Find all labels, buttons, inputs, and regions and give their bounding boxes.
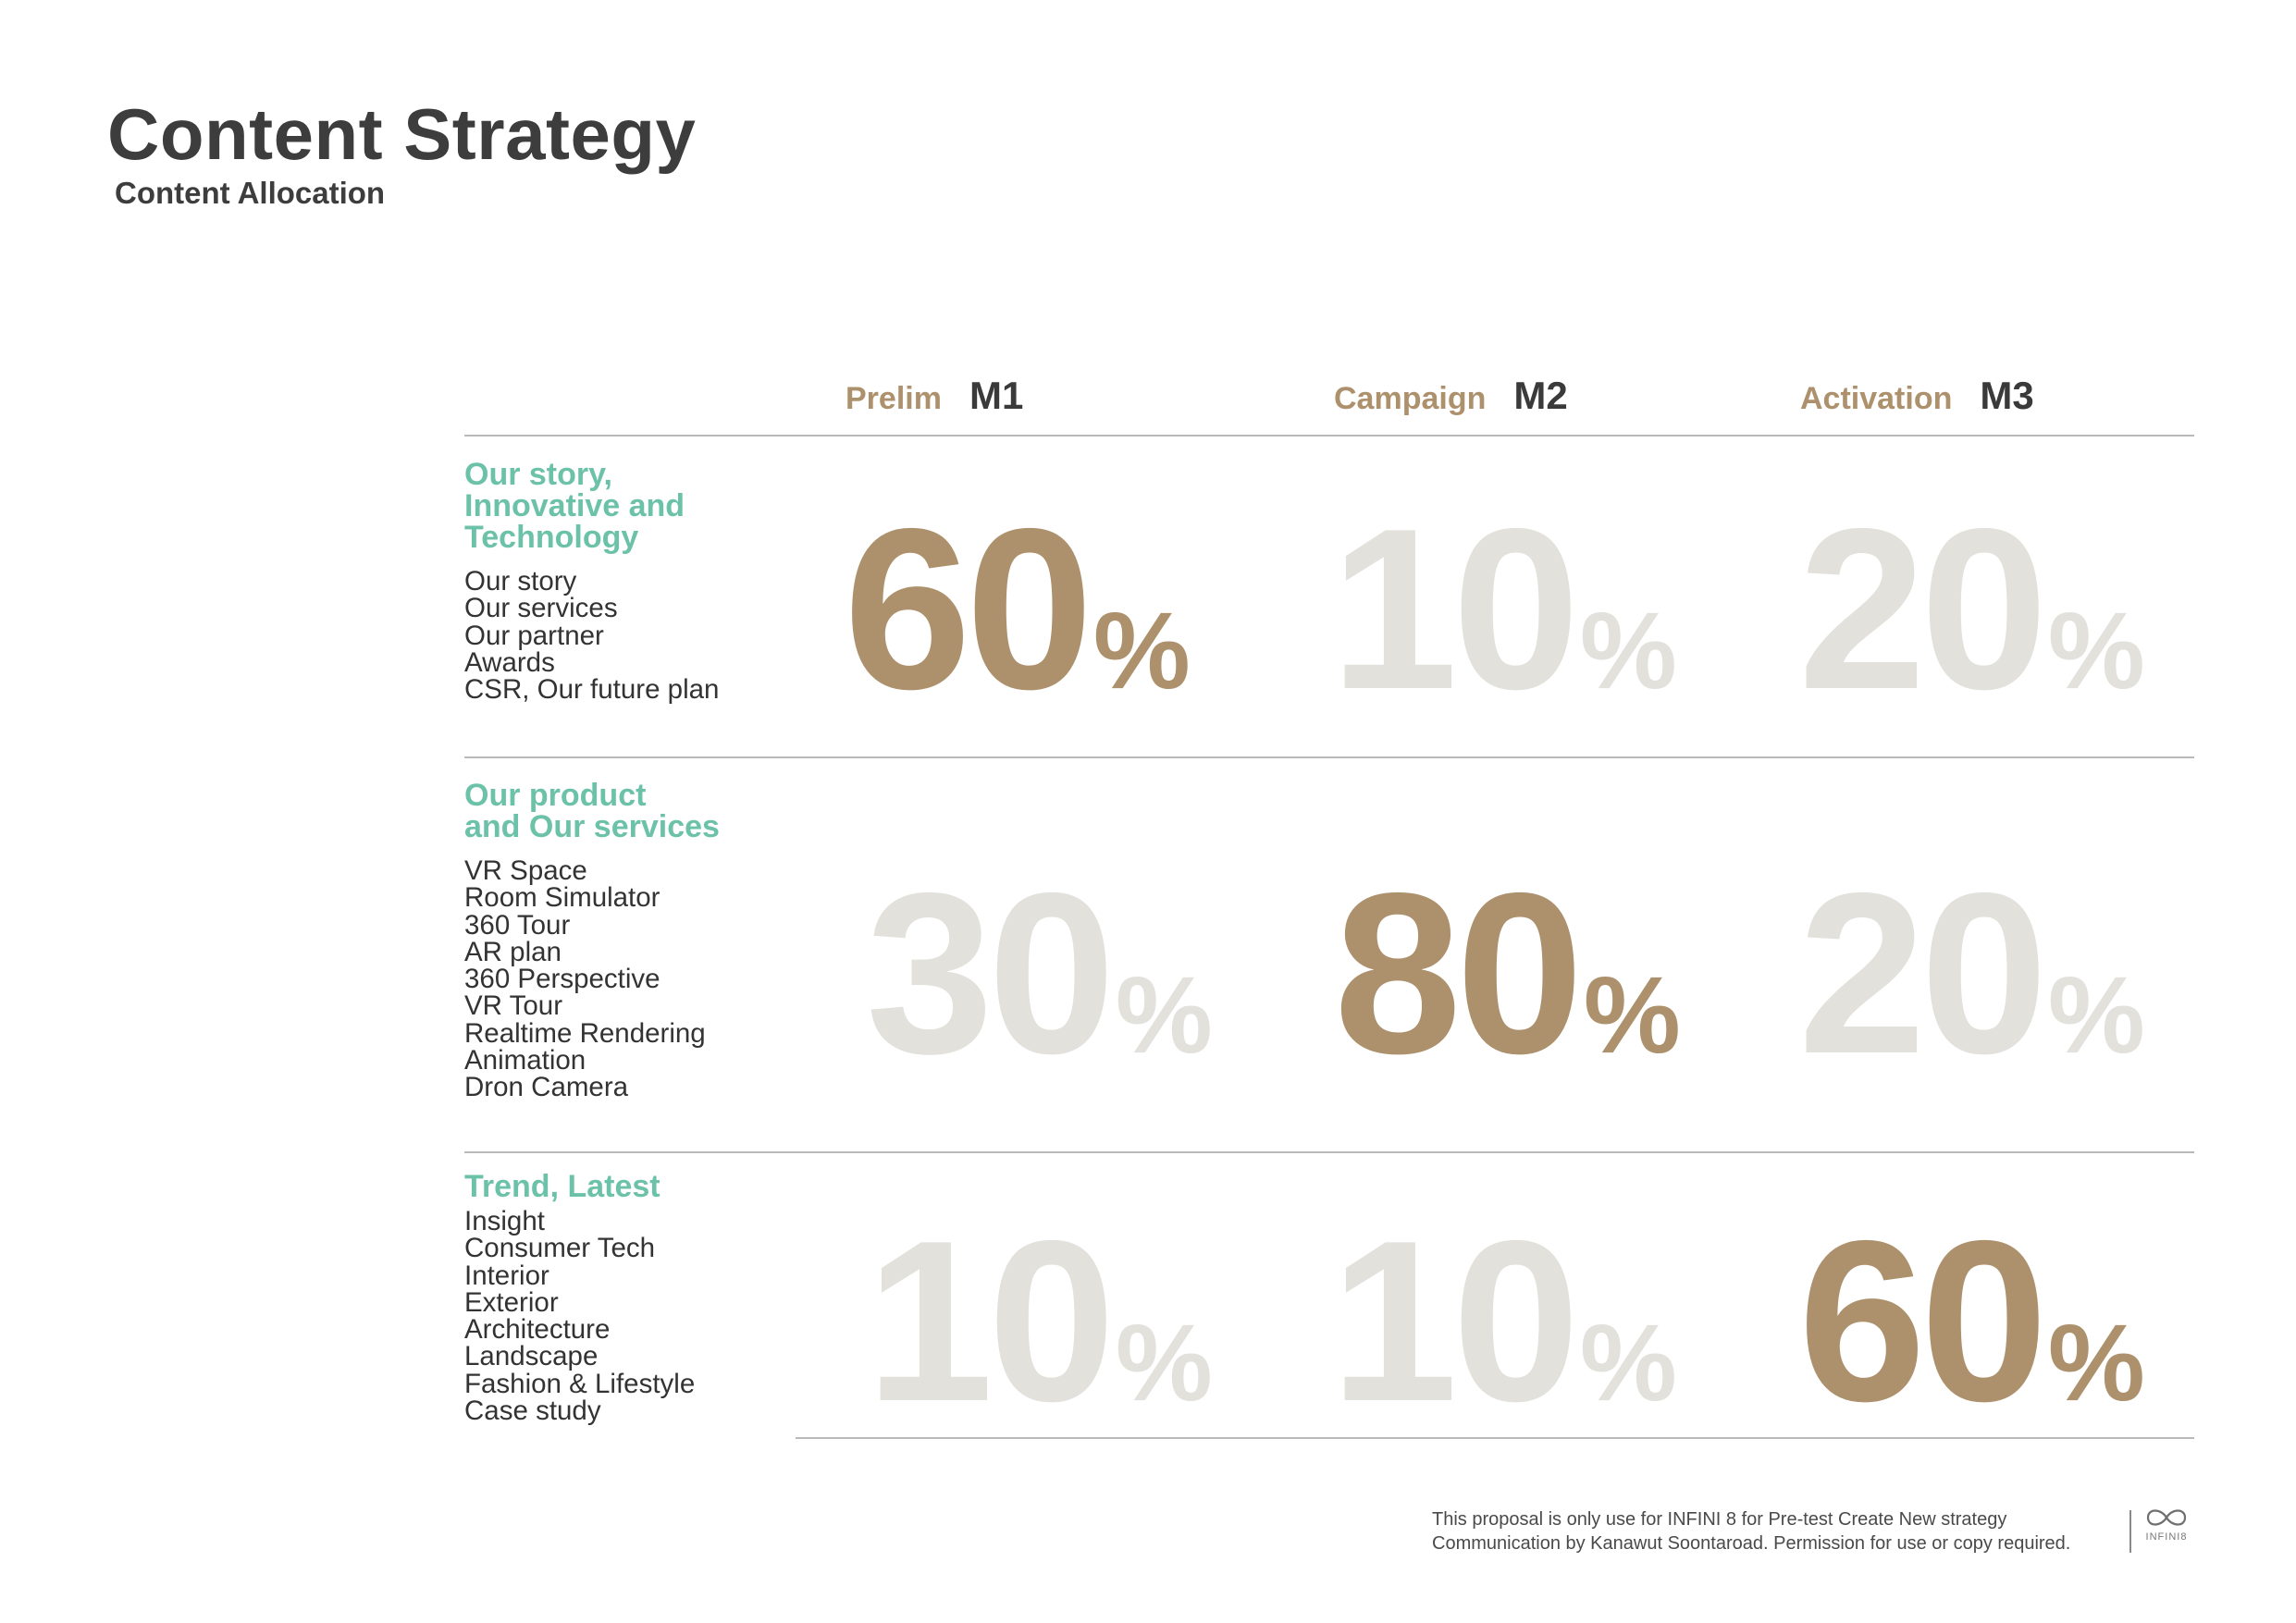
- percent-story-m1: 60%: [844, 480, 1191, 737]
- list-item: Fashion & Lifestyle: [464, 1368, 696, 1399]
- percent-product-m2: 80%: [1334, 844, 1681, 1101]
- category-item-list: [464, 1206, 834, 1427]
- divider-row-1: [464, 756, 2194, 758]
- list-item: Our partner: [464, 620, 604, 651]
- phase-label: Activation: [1800, 381, 1953, 416]
- category-title: Our product and Our services: [464, 778, 720, 844]
- list-item: AR plan: [464, 936, 562, 967]
- percent-trend-m3: 60%: [1798, 1192, 2145, 1449]
- list-item: Our story: [464, 566, 577, 596]
- phase-label: Campaign: [1334, 381, 1487, 416]
- footer-line-2: Communication by Kanawut Soontaroad. Permission for use or copy required.: [1432, 1533, 2071, 1554]
- percent-trend-m1: 10%: [866, 1192, 1213, 1449]
- footer-disclaimer: [1432, 1507, 2070, 1555]
- logo-wordmark: INFINI8: [2145, 1531, 2188, 1543]
- category-product: [464, 780, 834, 1101]
- list-item: Interior: [464, 1260, 549, 1291]
- list-item: 360 Perspective: [464, 964, 660, 995]
- page-subtitle: Content Allocation: [115, 176, 386, 210]
- list-item: Exterior: [464, 1286, 559, 1318]
- percent-trend-m2: 10%: [1330, 1192, 1677, 1449]
- list-item: VR Tour: [464, 990, 563, 1022]
- list-item: Landscape: [464, 1341, 599, 1372]
- list-item: Insight: [464, 1206, 545, 1236]
- list-item: Realtime Rendering: [464, 1017, 706, 1049]
- category-item-list: [464, 857, 834, 1101]
- month-label: M1: [969, 374, 1024, 417]
- column-header-m3: [1800, 374, 2034, 418]
- list-item: Consumer Tech: [464, 1233, 656, 1264]
- percent-product-m1: 30%: [866, 844, 1213, 1101]
- percent-story-m3: 20%: [1798, 480, 2145, 737]
- category-title: Trend, Latest: [464, 1169, 660, 1204]
- column-header-m1: [846, 374, 1023, 418]
- list-item: VR Space: [464, 855, 587, 886]
- category-story: [464, 457, 834, 706]
- divider-header: [464, 435, 2194, 436]
- month-label: M3: [1980, 374, 2034, 417]
- footer-divider: [2129, 1510, 2131, 1553]
- list-item: Our services: [464, 593, 618, 624]
- phase-label: Prelim: [846, 381, 942, 416]
- category-trend: [464, 1169, 834, 1427]
- list-item: Awards: [464, 646, 555, 678]
- list-item: Room Simulator: [464, 882, 660, 914]
- brand-logo: [2143, 1506, 2190, 1543]
- list-item: Case study: [464, 1396, 601, 1427]
- column-header-m2: [1334, 374, 1568, 418]
- list-item: Dron Camera: [464, 1072, 629, 1103]
- list-item: CSR, Our future plan: [464, 674, 720, 706]
- footer-line-1: This proposal is only use for INFINI 8 for Pre-test Create New strategy: [1432, 1509, 2007, 1530]
- list-item: Animation: [464, 1045, 586, 1076]
- list-item: Architecture: [464, 1314, 611, 1346]
- category-title: Our story, Innovative and Technology: [464, 457, 685, 555]
- list-item: 360 Tour: [464, 909, 571, 941]
- percent-story-m2: 10%: [1330, 480, 1677, 737]
- divider-row-2: [464, 1151, 2194, 1153]
- category-item-list: [464, 566, 834, 706]
- month-label: M2: [1513, 374, 1568, 417]
- infinity-logo-icon: [2144, 1506, 2189, 1530]
- page-title: Content Strategy: [107, 93, 697, 175]
- percent-product-m3: 20%: [1798, 844, 2145, 1101]
